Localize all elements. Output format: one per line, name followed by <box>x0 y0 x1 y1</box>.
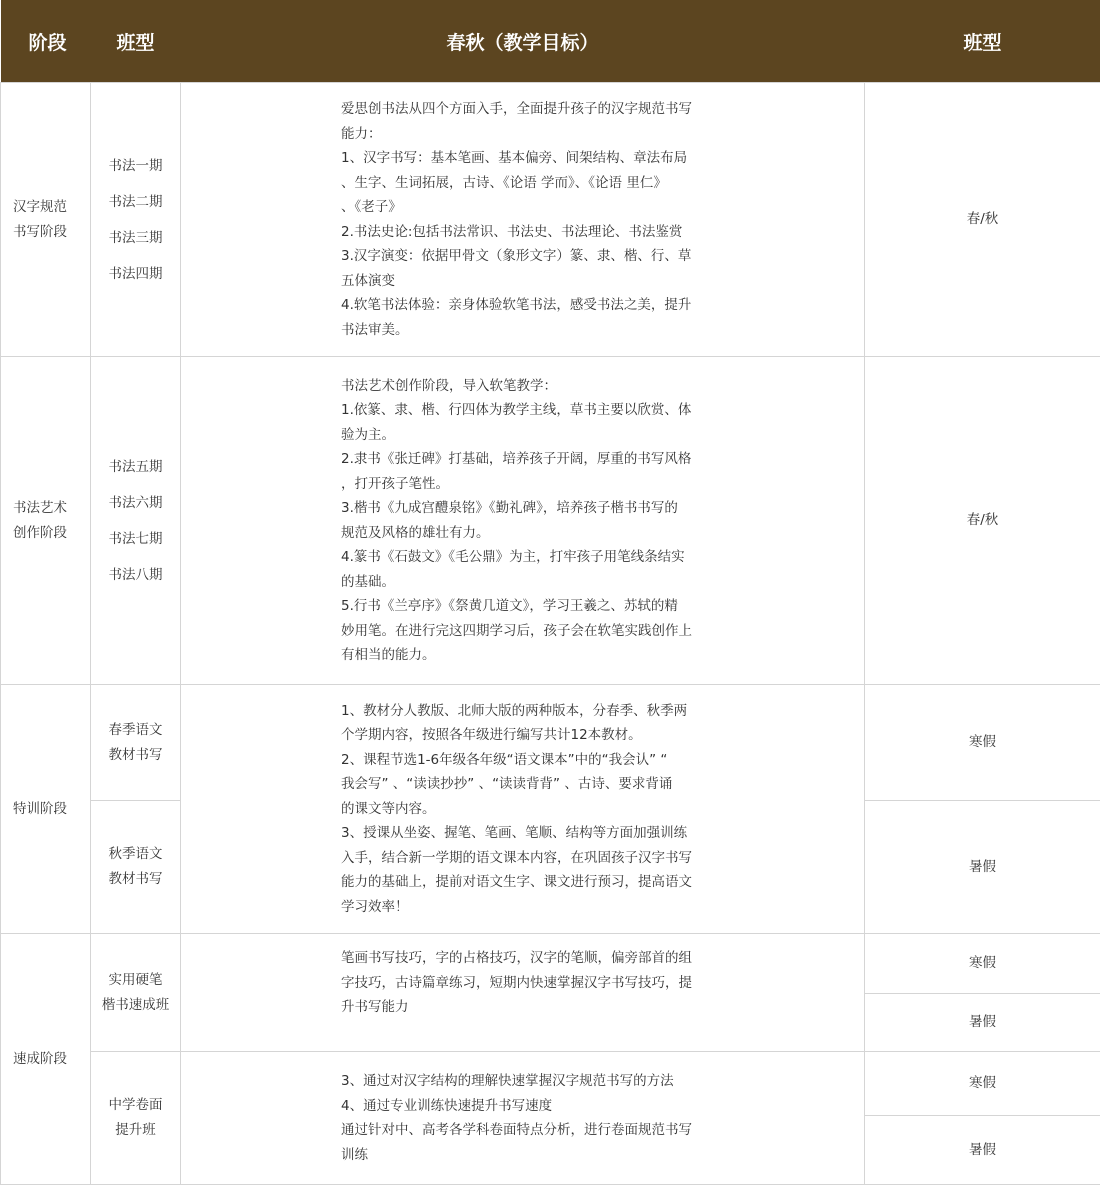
class-name: 秋季语文 <box>108 846 163 862</box>
goal-line: 训练 <box>341 1146 368 1163</box>
goal-cell <box>181 685 865 934</box>
goal-line: 字技巧，古诗篇章练习，短期内快速掌握汉字书写技巧，提 <box>341 974 692 991</box>
class-name: 书法六期 <box>108 494 163 511</box>
goal-line: 验为主。 <box>341 426 395 443</box>
goal-cell <box>181 83 865 357</box>
class-name: 书法二期 <box>108 193 163 210</box>
goal-line: 个学期内容，按照各年级进行编写共计12本教材。 <box>341 727 642 744</box>
goal-cell <box>181 934 865 1052</box>
goal-line: 4、通过专业训练快速提升书写速度 <box>341 1097 553 1114</box>
goal-line: 1.依篆、隶、楷、行四体为教学主线，草书主要以欣赏、体 <box>341 402 692 418</box>
table-row <box>1 1052 1100 1116</box>
goal-line: 笔画书写技巧，字的占格技巧，汉字的笔顺，偏旁部首的组 <box>341 950 692 966</box>
goal-line: ，打开孩子笔性。 <box>341 475 449 492</box>
class-name: 楷书速成班 <box>101 996 170 1013</box>
goal-line: 书法艺术创作阶段，导入软笔教学： <box>341 377 557 394</box>
goal-line: 的课文等内容。 <box>341 800 436 817</box>
header-type: 班型 <box>865 0 1100 83</box>
goal-line: 2、课程节选1-6年级各年级“语文课本”中的“我会认” “ <box>341 751 668 768</box>
class-name: 中学卷面 <box>108 1097 163 1113</box>
goal-line: 3.汉字演变：依据甲骨文（象形文字）篆、隶、楷、行、草 <box>341 248 692 264</box>
goal-line: 我会写” 、“读读抄抄” 、“读读背背” 、古诗、要求背诵 <box>341 776 673 793</box>
stage-text: 书写阶段 <box>13 223 67 240</box>
table-row <box>1 83 1100 357</box>
goal-line: 爱思创书法从四个方面入手，全面提升孩子的汉字规范书写 <box>341 101 692 117</box>
header-goal: 春秋（教学目标） <box>181 0 865 83</box>
type-cell: 春/秋 <box>865 83 1100 357</box>
goal-line: 3、授课从坐姿、握笔、笔画、笔顺、结构等方面加强训练 <box>341 825 688 842</box>
stage-text: 汉字规范 <box>13 199 67 215</box>
goal-line: 1、教材分人教版、北师大版的两种版本，分春季、秋季两 <box>341 702 688 719</box>
goal-line: 通过针对中、高考各学科卷面特点分析，进行卷面规范书写 <box>341 1122 692 1138</box>
goal-line: 、《老子》 <box>341 199 402 215</box>
table-row <box>1 934 1100 994</box>
type-cell: 暑假 <box>865 1116 1100 1185</box>
class-cell <box>91 1052 181 1185</box>
table-row <box>1 357 1100 685</box>
header-class: 班型 <box>91 0 181 83</box>
class-cell <box>91 801 181 934</box>
class-name: 书法一期 <box>108 157 163 174</box>
stage-text: 书法艺术 <box>13 500 67 516</box>
type-cell: 寒假 <box>865 1052 1100 1116</box>
class-name: 书法八期 <box>108 566 163 583</box>
class-cell <box>91 685 181 801</box>
class-cell <box>91 83 181 357</box>
class-name: 实用硬笔 <box>108 971 163 988</box>
goal-line: 妙用笔。在进行完这四期学习后，孩子会在软笔实践创作上 <box>341 622 692 639</box>
goal-line: 4.篆书《石鼓文》《毛公鼎》为主，打牢孩子用笔线条结实 <box>341 549 685 565</box>
stage-cell <box>1 83 91 357</box>
class-name: 教材书写 <box>108 746 163 763</box>
stage-text: 创作阶段 <box>13 524 67 541</box>
class-name: 春季语文 <box>108 721 163 738</box>
goal-line: 规范及风格的雄壮有力。 <box>341 524 490 541</box>
goal-line: 5.行书《兰亭序》《祭黄几道文》，学习王羲之、苏轼的精 <box>341 598 678 614</box>
goal-line: 3.楷书《九成宫醴泉铭》《勤礼碑》，培养孩子楷书书写的 <box>341 500 678 516</box>
goal-line: 2.隶书《张迁碑》打基础，培养孩子开阔，厚重的书写风格 <box>341 451 692 467</box>
stage-cell: 速成阶段 <box>1 934 91 1185</box>
class-name: 书法五期 <box>108 458 163 475</box>
class-name: 书法四期 <box>108 265 163 282</box>
class-name: 提升班 <box>115 1122 156 1138</box>
stage-cell: 特训阶段 <box>1 685 91 934</box>
type-cell: 暑假 <box>865 801 1100 934</box>
goal-line: 能力： <box>341 125 382 142</box>
goal-line: 4.软笔书法体验：亲身体验软笔书法，感受书法之美，提升 <box>341 297 692 313</box>
class-cell <box>91 934 181 1052</box>
type-cell: 寒假 <box>865 685 1100 801</box>
class-name: 教材书写 <box>108 871 163 887</box>
goal-cell <box>181 357 865 685</box>
table-header-row <box>1 0 1100 83</box>
goal-line: 有相当的能力。 <box>341 647 436 663</box>
goal-cell <box>181 1052 865 1185</box>
goal-line: 升书写能力 <box>341 999 409 1015</box>
table-row <box>1 685 1100 801</box>
goal-line: 、生字、生词拓展，古诗、《论语 学而》、《论语 里仁》 <box>341 174 667 191</box>
class-name: 书法七期 <box>108 530 163 547</box>
goal-line: 2.书法史论:包括书法常识、书法史、书法理论、书法鉴赏 <box>341 223 683 240</box>
class-name: 书法三期 <box>108 229 163 246</box>
class-cell <box>91 357 181 685</box>
type-cell: 春/秋 <box>865 357 1100 685</box>
goal-line: 能力的基础上，提前对语文生字、课文进行预习，提高语文 <box>341 874 692 891</box>
goal-line: 书法审美。 <box>341 321 409 338</box>
goal-line: 1、汉字书写：基本笔画、基本偏旁、间架结构、章法布局 <box>341 150 688 166</box>
type-cell: 寒假 <box>865 934 1100 994</box>
goal-line: 的基础。 <box>341 573 395 590</box>
type-cell: 暑假 <box>865 994 1100 1052</box>
header-stage: 阶段 <box>1 0 91 83</box>
goal-line: 入手，结合新一学期的语文课本内容，在巩固孩子汉字书写 <box>341 849 692 866</box>
goal-line: 五体演变 <box>341 272 395 289</box>
stage-cell <box>1 357 91 685</box>
goal-line: 3、通过对汉字结构的理解快速掌握汉字规范书写的方法 <box>341 1073 674 1089</box>
goal-line: 学习效率！ <box>341 898 409 915</box>
